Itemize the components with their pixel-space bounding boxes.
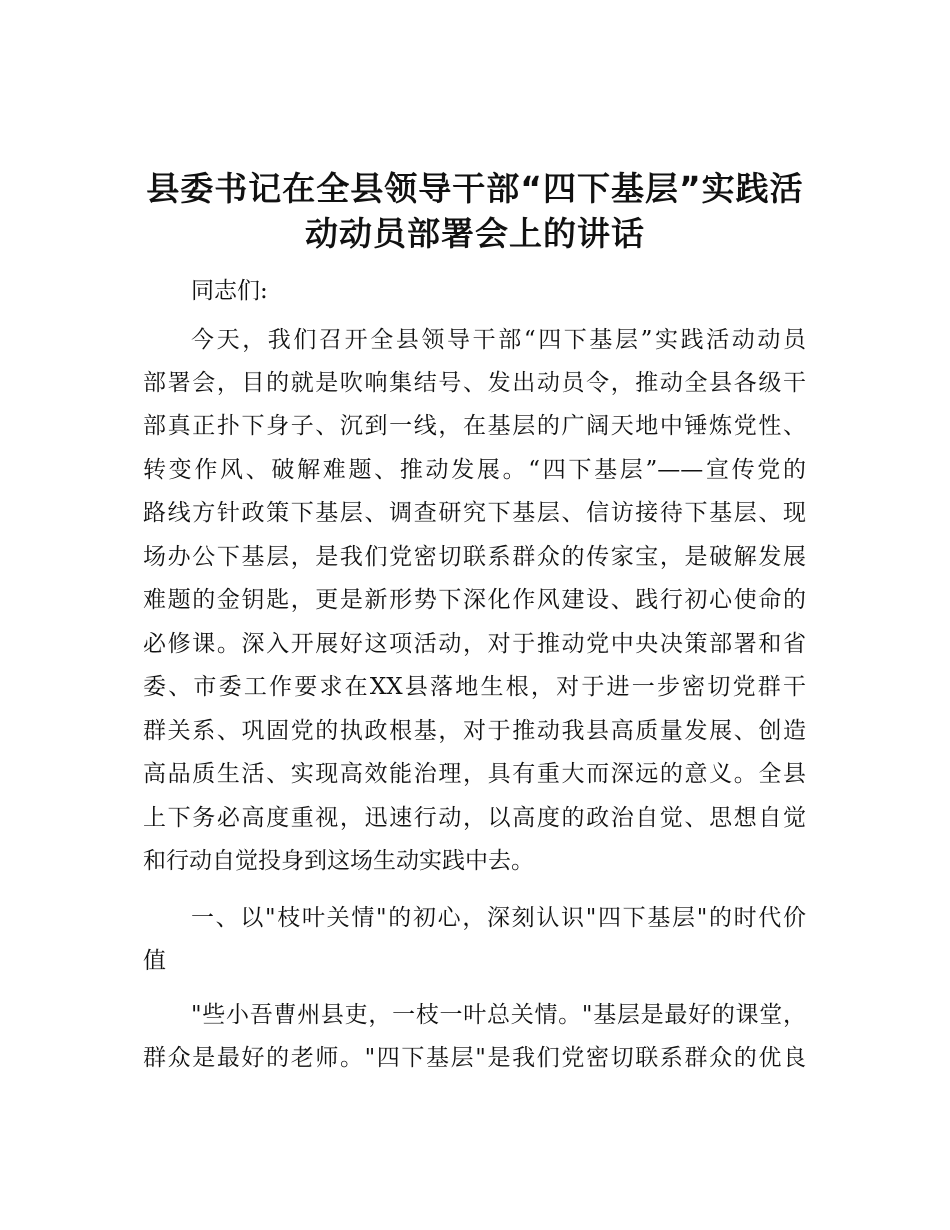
salutation: 同志们: [191,278,268,304]
paragraph-1-line-12: 上下务必高度重视，迅速行动，以高度的政治自觉、思想自觉 [143,805,806,831]
paragraph-1-line-13: 和行动自觉投身到这场生动实践中去。 [143,848,534,874]
paragraph-1-line-1: 今天，我们召开全县领导干部“四下基层”实践活动动员 [191,327,806,353]
paragraph-1-line-8: 必修课。深入开展好这项活动，对于推动党中央决策部署和省 [143,631,806,657]
paragraph-1-line-10: 群关系、巩固党的执政根基，对于推动我县高质量发展、创造 [143,718,806,744]
heading-1-line-2: 值 [143,948,166,974]
paragraph-1-line-7: 难题的金钥匙，更是新形势下深化作风建设、践行初心使命的 [143,587,806,613]
paragraph-1-line-6: 场办公下基层，是我们党密切联系群众的传家宝，是破解发展 [143,544,806,570]
paragraph-1-line-4: 转变作风、破解难题、推动发展。“四下基层”——宣传党的 [143,457,806,483]
paragraph-1-line-9: 委、市委工作要求在XX县落地生根，对于进一步密切党群干 [143,674,806,700]
paragraph-1-line-5: 路线方针政策下基层、调查研究下基层、信访接待下基层、现 [143,500,806,526]
document-title-line-2: 动动员部署会上的讲话 [305,214,645,253]
paragraph-1-line-3: 部真正扑下身子、沉到一线，在基层的广阔天地中锤炼党性、 [143,413,806,439]
heading-1-line-1: 一、以"枝叶关情"的初心，深刻认识"四下基层"的时代价 [191,905,806,931]
document-title-line-1: 县委书记在全县领导干部“四下基层”实践活 [146,169,804,208]
paragraph-2-line-1: "些小吾曹州县吏，一枝一叶总关情。"基层是最好的课堂， [191,1002,806,1028]
paragraph-1-line-2: 部署会，目的就是吹响集结号、发出动员令，推动全县各级干 [143,370,806,396]
paragraph-1-line-11: 高品质生活、实现高效能治理，具有重大而深远的意义。全县 [143,761,806,787]
paragraph-2-line-2: 群众是最好的老师。"四下基层"是我们党密切联系群众的优良 [143,1045,806,1071]
